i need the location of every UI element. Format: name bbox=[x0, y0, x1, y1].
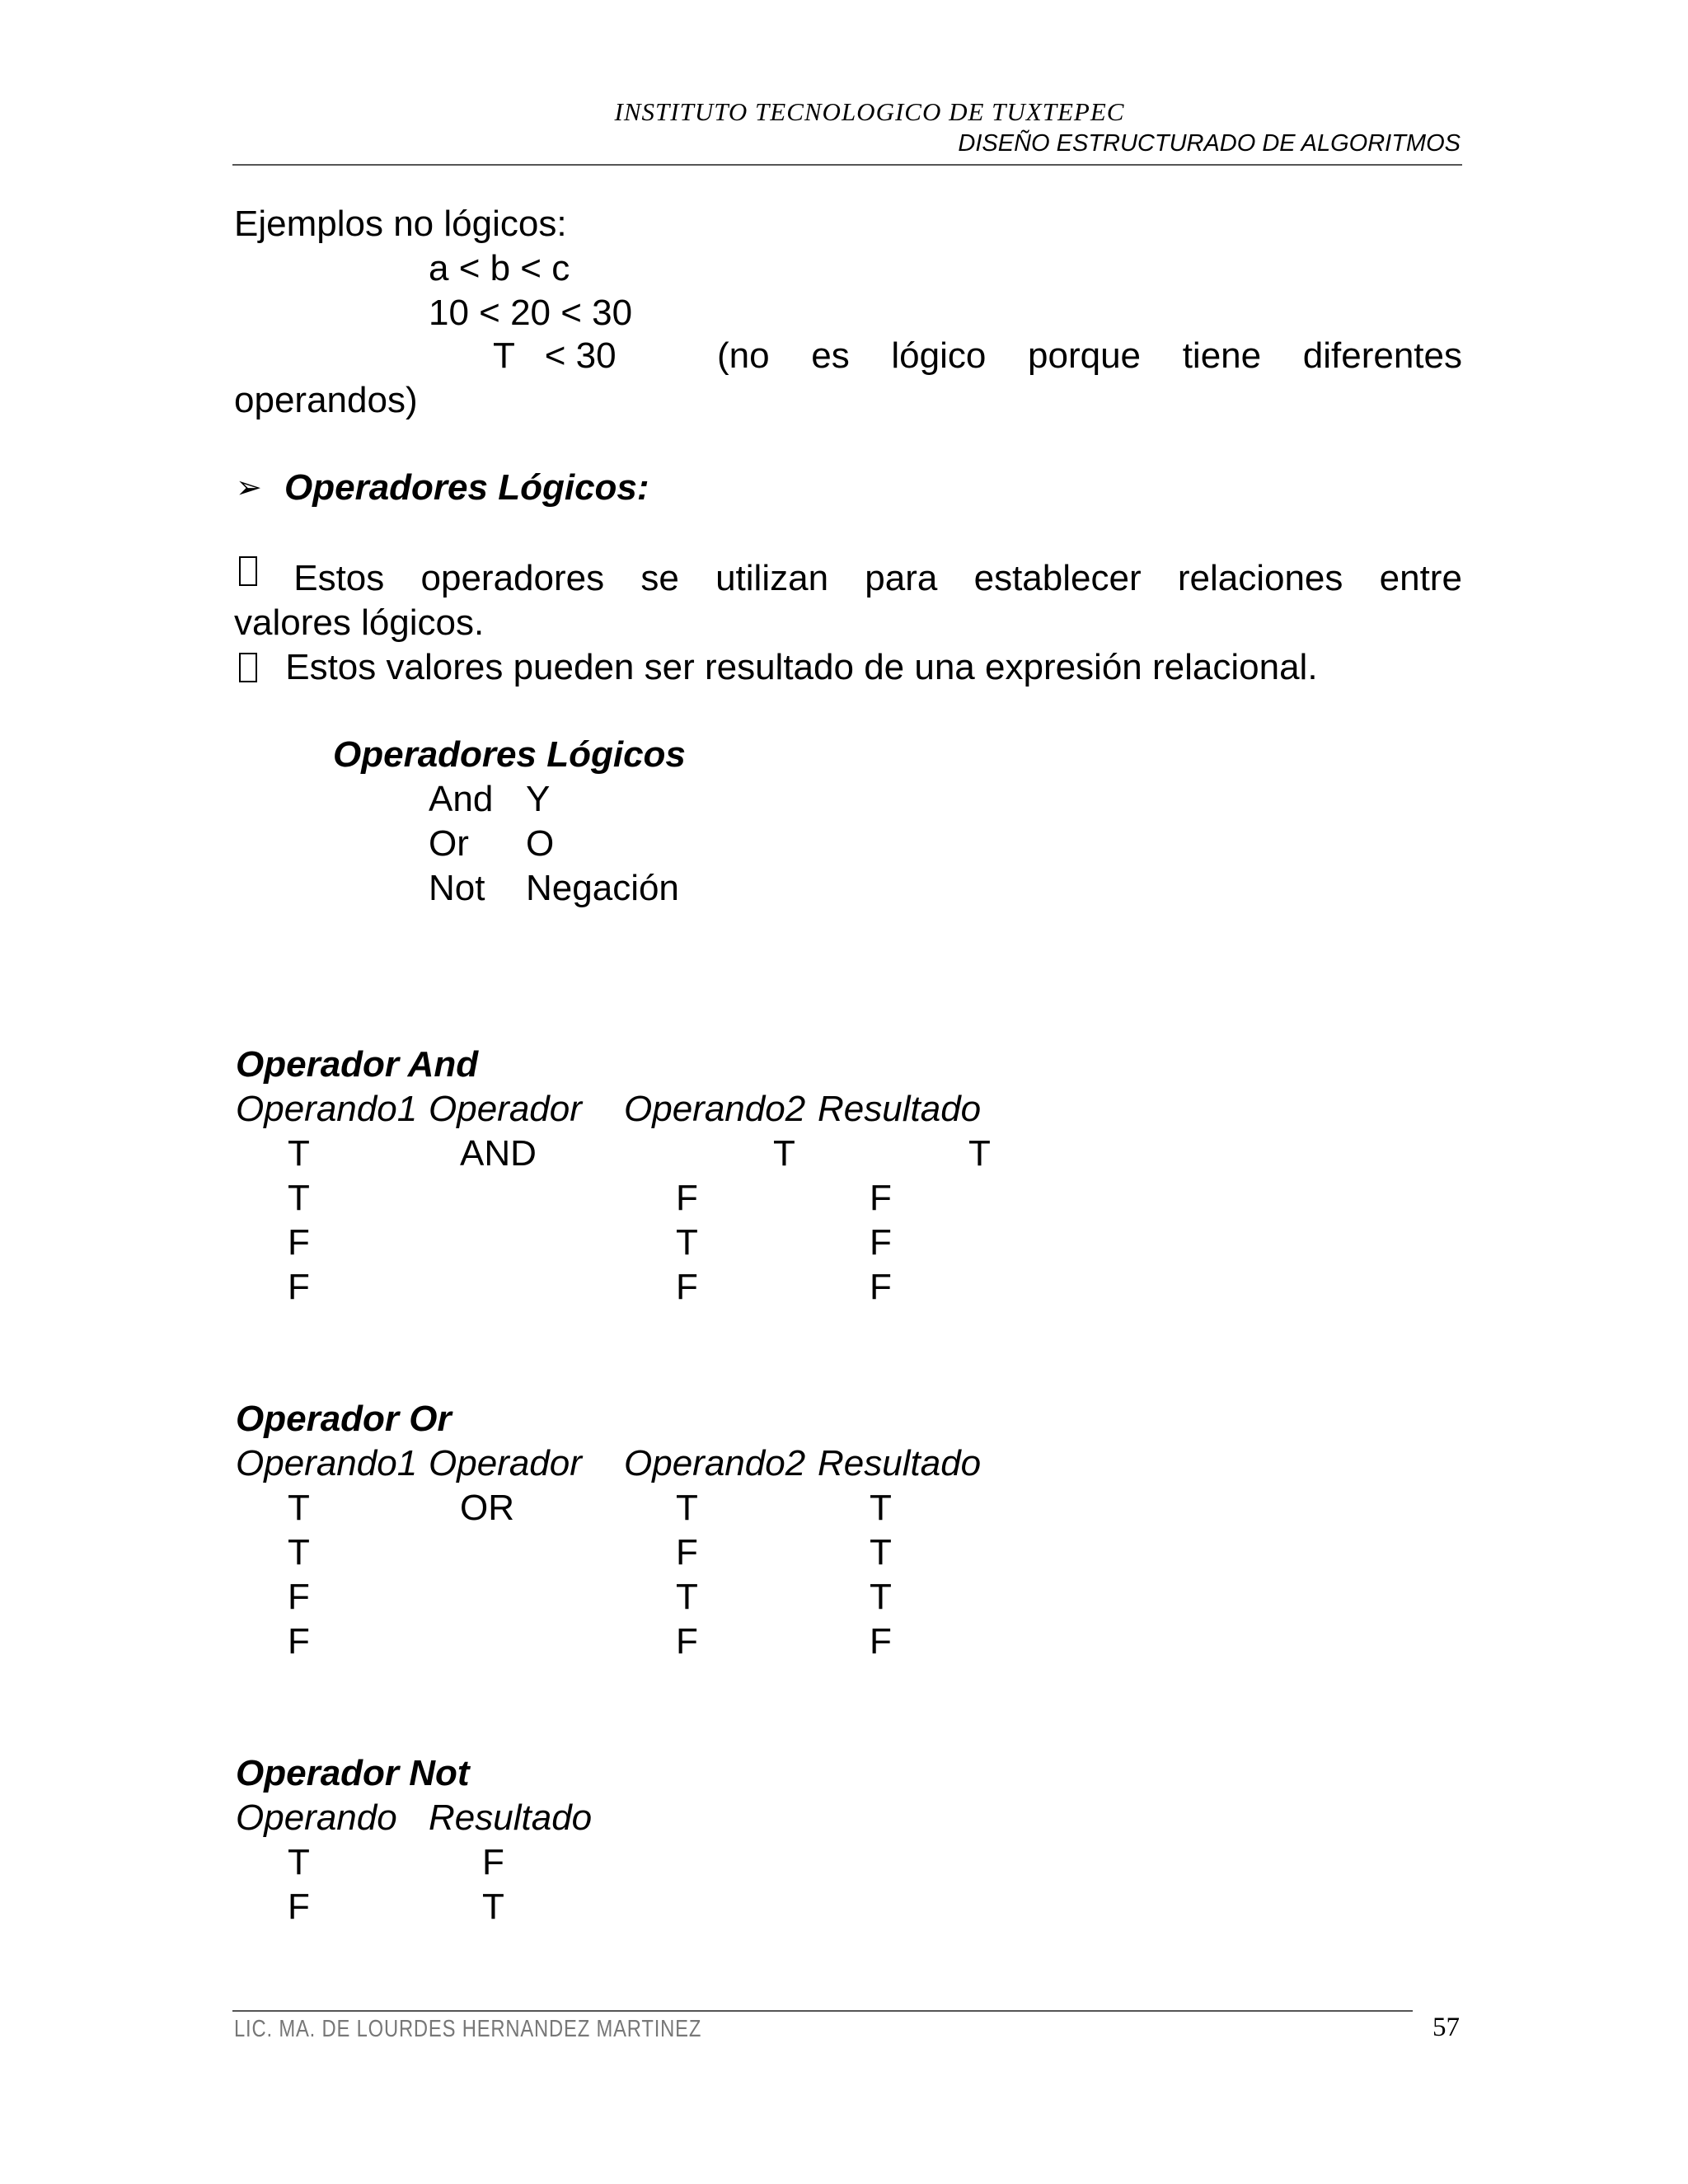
footer-author: LIC. MA. DE LOURDES HERNANDEZ MARTINEZ bbox=[234, 2016, 702, 2042]
word: diferentes bbox=[1302, 335, 1462, 376]
and-header-resultado: Resultado bbox=[818, 1089, 982, 1129]
word: operadores bbox=[420, 558, 605, 598]
and-header-operando1: Operando1 bbox=[236, 1089, 418, 1129]
or-header-operando1: Operando1 bbox=[236, 1443, 418, 1483]
not-cell-result: F bbox=[482, 1842, 504, 1882]
or-header-resultado: Resultado bbox=[818, 1443, 982, 1483]
and-cell-op2: F bbox=[676, 1267, 698, 1307]
missing-glyph-icon bbox=[239, 556, 257, 586]
not-cell-operand: F bbox=[288, 1886, 310, 1927]
section-title: Operadores Lógicos: bbox=[284, 467, 649, 508]
word: porque bbox=[1028, 335, 1142, 376]
op-meaning: O bbox=[526, 823, 555, 864]
and-cell-op2: T bbox=[773, 1133, 795, 1174]
and-header-operador: Operador bbox=[429, 1089, 582, 1129]
not-table-title: Operador Not bbox=[236, 1753, 470, 1793]
or-cell-op2: T bbox=[676, 1577, 698, 1617]
or-cell-op1: F bbox=[288, 1577, 310, 1617]
and-cell-result: T bbox=[968, 1133, 991, 1174]
header-institute: INSTITUTO TECNOLOGICO DE TUXTEPEC bbox=[614, 97, 1125, 126]
footer-divider bbox=[232, 2010, 1413, 2012]
and-cell-op1: F bbox=[288, 1222, 310, 1263]
and-cell-op1: T bbox=[288, 1178, 310, 1218]
or-cell-result: T bbox=[870, 1532, 892, 1572]
bullet-2-text: Estos valores pueden ser resultado de una expresión relacional. bbox=[285, 647, 1318, 687]
and-cell-operator: AND bbox=[460, 1133, 537, 1174]
word: para bbox=[865, 558, 938, 598]
example-line-2: 10 < 20 < 30 bbox=[429, 293, 633, 333]
bullet-1-cont: valores lógicos. bbox=[234, 602, 485, 643]
or-cell-operator: OR bbox=[460, 1488, 514, 1528]
or-table-title: Operador Or bbox=[236, 1399, 452, 1439]
word: establecer bbox=[973, 558, 1142, 598]
header-course: DISEÑO ESTRUCTURADO DE ALGORITMOS bbox=[958, 130, 1461, 157]
example-line-1: a < b < c bbox=[429, 248, 570, 288]
and-cell-op1: F bbox=[288, 1267, 310, 1307]
examples-title: Ejemplos no lógicos: bbox=[234, 204, 567, 244]
page-number: 57 bbox=[1432, 2013, 1460, 2042]
or-header-operando2: Operando2 bbox=[624, 1443, 806, 1483]
or-cell-result: T bbox=[870, 1488, 892, 1528]
and-cell-op1: T bbox=[288, 1133, 310, 1174]
or-header-operador: Operador bbox=[429, 1443, 582, 1483]
word: (no bbox=[717, 335, 770, 376]
word: entre bbox=[1379, 558, 1462, 598]
or-cell-op1: F bbox=[288, 1621, 310, 1661]
and-cell-result: F bbox=[870, 1178, 892, 1218]
not-header-operando: Operando bbox=[236, 1797, 397, 1838]
or-cell-op1: T bbox=[288, 1488, 310, 1528]
and-cell-result: F bbox=[870, 1222, 892, 1263]
op-name: Or bbox=[429, 823, 469, 864]
and-table-title: Operador And bbox=[236, 1044, 479, 1085]
or-cell-op2: F bbox=[676, 1532, 698, 1572]
word: lógico bbox=[891, 335, 987, 376]
bullet-2 bbox=[239, 645, 1318, 690]
not-cell-result: T bbox=[482, 1886, 504, 1927]
and-cell-op2: F bbox=[676, 1178, 698, 1218]
or-cell-result: T bbox=[870, 1577, 892, 1617]
example-line-4: operandos) bbox=[234, 380, 418, 420]
word: Estos bbox=[293, 558, 385, 598]
op-meaning: Negación bbox=[526, 868, 679, 908]
word: tiene bbox=[1182, 335, 1262, 376]
example-line-3-expr: T < 30 bbox=[493, 335, 617, 376]
word: se bbox=[640, 558, 679, 598]
and-cell-op2: T bbox=[676, 1222, 698, 1263]
word: relaciones bbox=[1177, 558, 1343, 598]
not-cell-operand: T bbox=[288, 1842, 310, 1882]
header-divider bbox=[232, 164, 1462, 166]
op-name: Not bbox=[429, 868, 485, 908]
or-cell-op2: T bbox=[676, 1488, 698, 1528]
not-header-resultado: Resultado bbox=[429, 1797, 593, 1838]
bullet-1 bbox=[239, 556, 1462, 601]
op-name: And bbox=[429, 779, 494, 819]
and-header-operando2: Operando2 bbox=[624, 1089, 806, 1129]
or-cell-op2: F bbox=[676, 1621, 698, 1661]
word: es bbox=[811, 335, 850, 376]
example-line-3-comment bbox=[717, 334, 1462, 378]
or-cell-result: F bbox=[870, 1621, 892, 1661]
op-meaning: Y bbox=[526, 779, 551, 819]
missing-glyph-icon bbox=[239, 653, 257, 682]
arrow-bullet-icon: ➢ bbox=[236, 471, 262, 505]
and-cell-result: F bbox=[870, 1267, 892, 1307]
operators-list-title: Operadores Lógicos bbox=[333, 734, 686, 775]
or-cell-op1: T bbox=[288, 1532, 310, 1572]
word: utilizan bbox=[715, 558, 829, 598]
